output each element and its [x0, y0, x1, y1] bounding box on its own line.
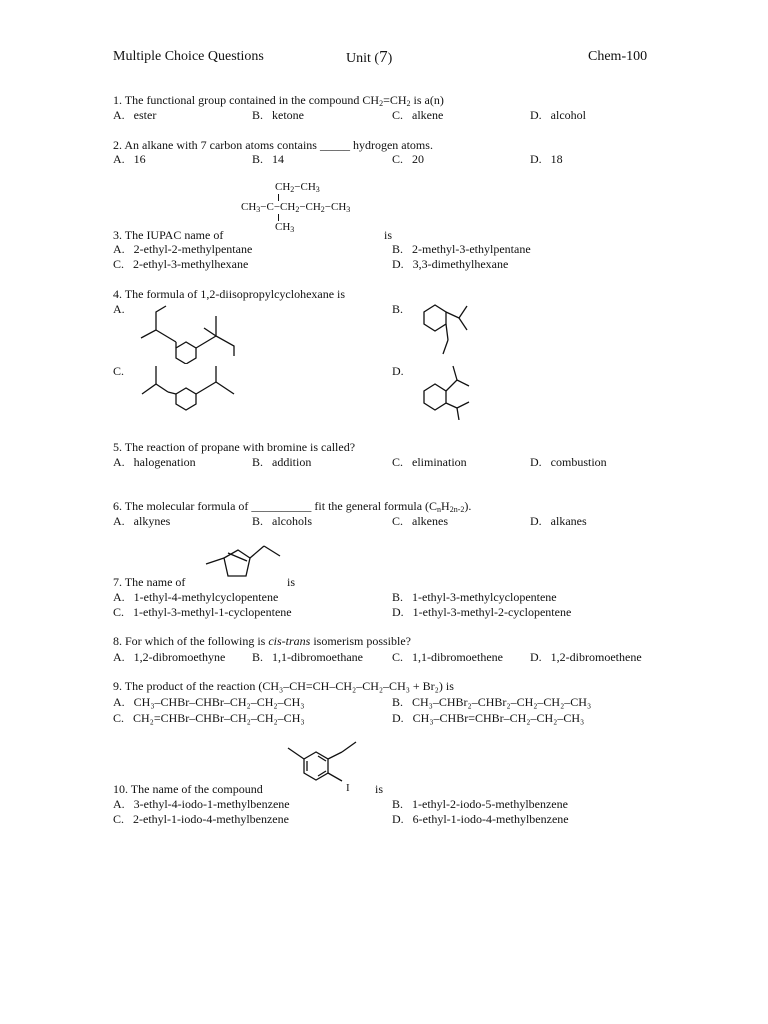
q4-structure-b [415, 300, 485, 358]
q4-option-b[interactable]: B. [392, 302, 404, 316]
q2-option-c[interactable]: C. 20 [392, 152, 425, 166]
q3-is: is [384, 228, 393, 242]
q8-option-a[interactable]: A. 1,2-dibromoethyne [113, 650, 226, 664]
q4-option-c[interactable]: C. [113, 364, 125, 378]
q1-option-a[interactable]: A. ester [113, 108, 157, 122]
q7-is: is [287, 575, 296, 589]
q10-option-a[interactable]: A. 3-ethyl-4-iodo-1-methylbenzene [113, 797, 290, 811]
q10-structure [280, 738, 380, 798]
q3-stem: 3. The IUPAC name of [113, 228, 224, 242]
header-course: Chem-100 [588, 49, 648, 64]
q10-stem: 10. The name of the compound [113, 782, 263, 796]
q6-option-b[interactable]: B. alcohols [252, 514, 313, 528]
header-unit: Unit (7) [346, 47, 393, 66]
q2-option-d[interactable]: D. 18 [530, 152, 563, 166]
q10-iodo-label: I [346, 782, 350, 794]
q3-option-c[interactable]: C. 2-ethyl-3-methylhexane [113, 257, 249, 271]
q7-stem: 7. The name of [113, 575, 186, 589]
q6-option-d[interactable]: D. alkanes [530, 514, 587, 528]
q4-structure-c [138, 362, 248, 414]
q2-option-a[interactable]: A. 16 [113, 152, 146, 166]
q9-option-c[interactable]: C. CH₂=CHBr–CHBr–CH₂–CH₂–CH₃ [113, 711, 305, 725]
q7-option-b[interactable]: B. 1-ethyl-3-methylcyclopentene [392, 590, 557, 604]
header-title: Multiple Choice Questions [113, 49, 264, 64]
q5-stem: 5. The reaction of propane with bromine is called? [113, 440, 356, 454]
q6-option-a[interactable]: A. alkynes [113, 514, 171, 528]
q5-option-a[interactable]: A. halogenation [113, 455, 196, 469]
q3-option-b[interactable]: B. 2-methyl-3-ethylpentane [392, 242, 531, 256]
q7-option-a[interactable]: A. 1-ethyl-4-methylcyclopentene [113, 590, 279, 604]
q5-option-d[interactable]: D. combustion [530, 455, 607, 469]
q9-option-d[interactable]: D. CH₃–CHBr=CHBr–CH₂–CH₂–CH₃ [392, 711, 585, 725]
q2-stem: 2. An alkane with 7 carbon atoms contains _____ hydrogen atoms. [113, 138, 433, 152]
q10-option-d[interactable]: D. 6-ethyl-1-iodo-4-methylbenzene [392, 812, 569, 826]
q3-option-d[interactable]: D. 3,3-dimethylhexane [392, 257, 509, 271]
q7-option-c[interactable]: C. 1-ethyl-3-methyl-1-cyclopentene [113, 605, 292, 619]
q1-option-c[interactable]: C. alkene [392, 108, 444, 122]
q7-structure [192, 536, 287, 584]
q4-structure-a [138, 300, 248, 364]
q8-stem: 8. For which of the following is cis-trans isomerism possible? [113, 634, 411, 648]
q8-option-b[interactable]: B. 1,1-dibromoethane [252, 650, 363, 664]
q8-option-d[interactable]: D. 1,2-dibromoethene [530, 650, 642, 664]
q4-stem: 4. The formula of 1,2-diisopropylcyclohexane is [113, 287, 346, 301]
q3-option-a[interactable]: A. 2-ethyl-2-methylpentane [113, 242, 253, 256]
q9-option-b[interactable]: B. CH₃–CHBr₂–CHBr₂–CH₂–CH₂–CH₃ [392, 695, 592, 709]
q1-stem: 1. The functional group contained in the compound $CH_2=CH_2$ is a(n) [113, 93, 444, 108]
q8-option-c[interactable]: C. 1,1-dibromoethene [392, 650, 503, 664]
q9-option-a[interactable]: A. CH₃–CHBr–CHBr–CH₂–CH₂–CH₃ [113, 695, 305, 709]
q5-option-b[interactable]: B. addition [252, 455, 312, 469]
q3-structure: $CH_2-CH_3$ $CH_3-C-CH_2-CH_2-CH_3$ $CH_3$ [241, 181, 351, 234]
q5-option-c[interactable]: C. elimination [392, 455, 467, 469]
q1-option-d[interactable]: D. alcohol [530, 108, 586, 122]
q4-structure-d [415, 362, 485, 420]
q10-option-b[interactable]: B. 1-ethyl-2-iodo-5-methylbenzene [392, 797, 568, 811]
q4-option-a[interactable]: A. [113, 302, 125, 316]
q10-option-c[interactable]: C. 2-ethyl-1-iodo-4-methylbenzene [113, 812, 289, 826]
q6-option-c[interactable]: C. alkenes [392, 514, 448, 528]
q2-option-b[interactable]: B. 14 [252, 152, 285, 166]
q4-option-d[interactable]: D. [392, 364, 404, 378]
q10-is: is [375, 782, 384, 796]
q9-stem: 9. The product of the reaction (CH₃–CH=CH–CH₂–CH₂–CH₃ + Br₂) is [113, 679, 454, 693]
q1-option-b[interactable]: B. ketone [252, 108, 305, 122]
q6-stem: 6. The molecular formula of __________ fit the general formula $(C_nH_{2n-2})$. [113, 499, 472, 514]
q7-option-d[interactable]: D. 1-ethyl-3-methyl-2-cyclopentene [392, 605, 572, 619]
